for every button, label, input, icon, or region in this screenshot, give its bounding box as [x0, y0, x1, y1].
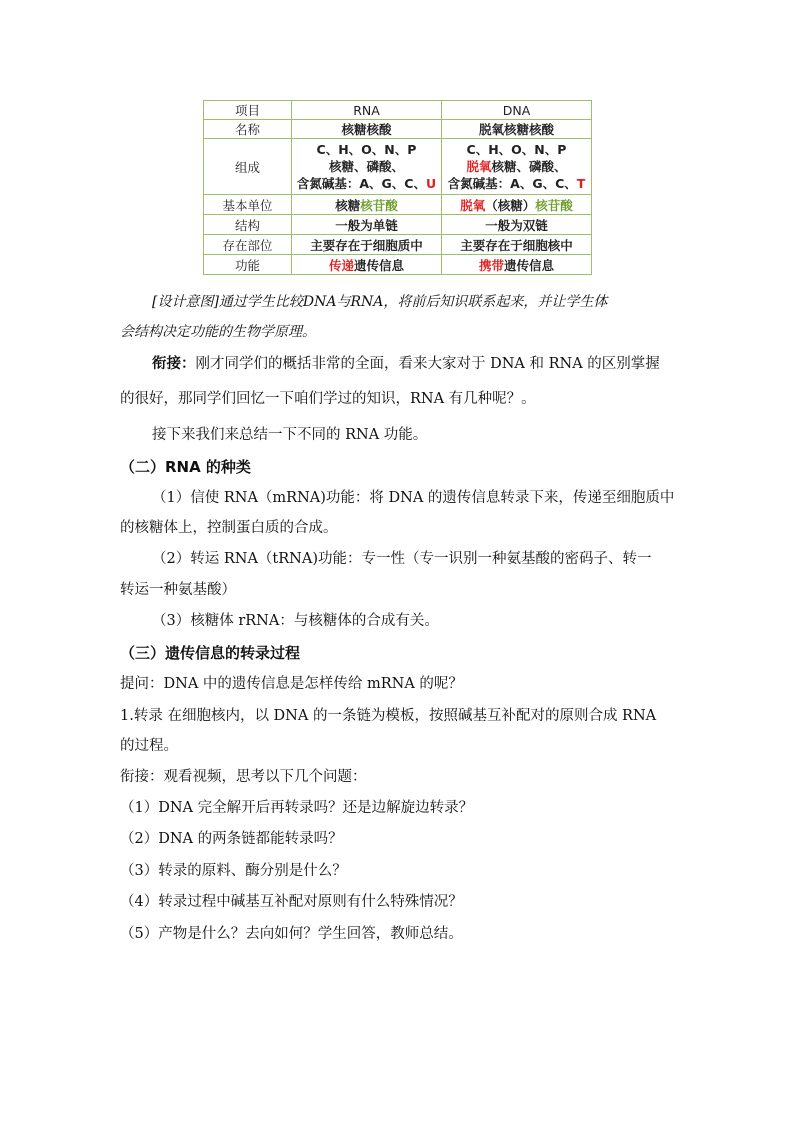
rna-unit-highlight: 核苷酸 [360, 197, 398, 213]
transition-label: 衔接： [152, 356, 196, 372]
table-row-location [204, 235, 592, 255]
rna-location: 主要存在于细胞质中 [292, 235, 442, 255]
section-heading-rna-types: （二）RNA 的种类 [120, 458, 251, 476]
header-rna: RNA [292, 101, 442, 120]
dna-deoxy-highlight: 脱氧 [466, 159, 492, 174]
rna-dna-comparison-table [203, 100, 592, 275]
dna-sugar-rest: 核糖、磷酸、 [491, 159, 567, 174]
table-header-row [204, 101, 592, 120]
transition-paragraph-line1 [152, 354, 712, 374]
mrna-line1: （1）信使 RNA（mRNA)功能：将 DNA 的遗传信息转录下来，传递至细胞质中 [152, 490, 675, 506]
table-row-composition [204, 139, 592, 195]
dna-name: 脱氧核糖核酸 [442, 120, 592, 139]
header-item: 项目 [204, 101, 292, 120]
rna-sugar-phosphate: 核糖、磷酸、 [328, 159, 404, 174]
question-line: 提问：DNA 中的遗传信息是怎样传给 mRNA 的呢？ [120, 676, 463, 692]
header-dna: DNA [442, 101, 592, 120]
dna-bases [442, 175, 591, 192]
design-intent-line2: 会结构决定功能的生物学原理。 [120, 324, 316, 340]
transition-text: 刚才同学们的概括非常的全面，看来大家对于 DNA 和 RNA 的区别掌握 [195, 356, 660, 372]
row-label-structure: 结构 [204, 215, 292, 235]
dna-unit [442, 195, 592, 215]
dna-elements: C、H、O、N、P [466, 142, 567, 157]
dna-base-t: T [576, 176, 586, 191]
mrna-line2: 的核糖体上，控制蛋白质的合成。 [120, 520, 338, 536]
dna-composition [442, 139, 592, 195]
rna-function-highlight: 传递 [328, 257, 354, 273]
watch-video-line: 衔接：观看视频，思考以下几个问题： [120, 769, 367, 785]
table-row-unit [204, 195, 592, 215]
rna-composition [292, 139, 442, 195]
rna-unit-prefix: 核糖 [335, 197, 361, 213]
dna-unit-highlight: 核苷酸 [535, 197, 573, 213]
rna-unit [292, 195, 442, 215]
design-intent-line1: [设计意图]通过学生比较DNA与RNA，将前后知识联系起来，并让学生体 [152, 294, 608, 310]
dna-function [442, 255, 592, 275]
next-summary: 接下来我们来总结一下不同的 RNA 功能。 [152, 427, 428, 443]
rna-bases [292, 175, 441, 192]
section-heading-transcription: （三）遗传信息的转录过程 [120, 644, 301, 662]
rna-bases-prefix: 含氮碱基：A、G、C、 [296, 176, 426, 191]
transcription-definition-line2: 的过程。 [120, 738, 178, 754]
table-row-name [204, 120, 592, 139]
dna-function-highlight: 携带 [478, 257, 504, 273]
dna-unit-mid: （核糖） [485, 197, 536, 213]
rrna-line: （3）核糖体 rRNA：与核糖体的合成有关。 [152, 613, 439, 629]
row-label-name: 名称 [204, 120, 292, 139]
trna-line2: 转运一种氨基酸） [120, 582, 236, 598]
question-2: （2）DNA 的两条链都能转录吗？ [120, 831, 343, 847]
trna-line1: （2）转运 RNA（tRNA)功能：专一性（专一识别一种氨基酸的密码子、转一 [152, 551, 652, 567]
rna-elements: C、H、O、N、P [316, 142, 417, 157]
dna-sugar-phosphate [442, 158, 591, 175]
dna-function-rest: 遗传信息 [504, 257, 555, 273]
rna-structure: 一般为单链 [292, 215, 442, 235]
question-4: （4）转录过程中碱基互补配对原则有什么特殊情况？ [120, 894, 463, 910]
dna-unit-deoxy: 脱氧 [460, 197, 486, 213]
transition-paragraph-line2: 的很好，那同学们回忆一下咱们学过的知识，RNA 有几种呢？。 [120, 391, 536, 407]
rna-name: 核糖核酸 [292, 120, 442, 139]
table-row-function [204, 255, 592, 275]
transcription-definition-line1: 1.转录 在细胞核内，以 DNA 的一条链为模板，按照碱基互补配对的原则合成 RNA [120, 708, 657, 724]
dna-structure: 一般为双链 [442, 215, 592, 235]
row-label-function: 功能 [204, 255, 292, 275]
rna-base-u: U [425, 176, 437, 191]
question-5: （5）产物是什么？去向如何？学生回答，教师总结。 [120, 926, 463, 942]
rna-function [292, 255, 442, 275]
question-1: （1）DNA 完全解开后再转录吗？还是边解旋边转录？ [120, 800, 474, 816]
dna-location: 主要存在于细胞核中 [442, 235, 592, 255]
rna-function-rest: 遗传信息 [354, 257, 405, 273]
question-3: （3）转录的原料、酶分别是什么？ [120, 863, 347, 879]
row-label-composition: 组成 [204, 139, 292, 195]
table-row-structure [204, 215, 592, 235]
row-label-unit: 基本单位 [204, 195, 292, 215]
dna-bases-prefix: 含氮碱基：A、G、C、 [447, 176, 577, 191]
row-label-location: 存在部位 [204, 235, 292, 255]
